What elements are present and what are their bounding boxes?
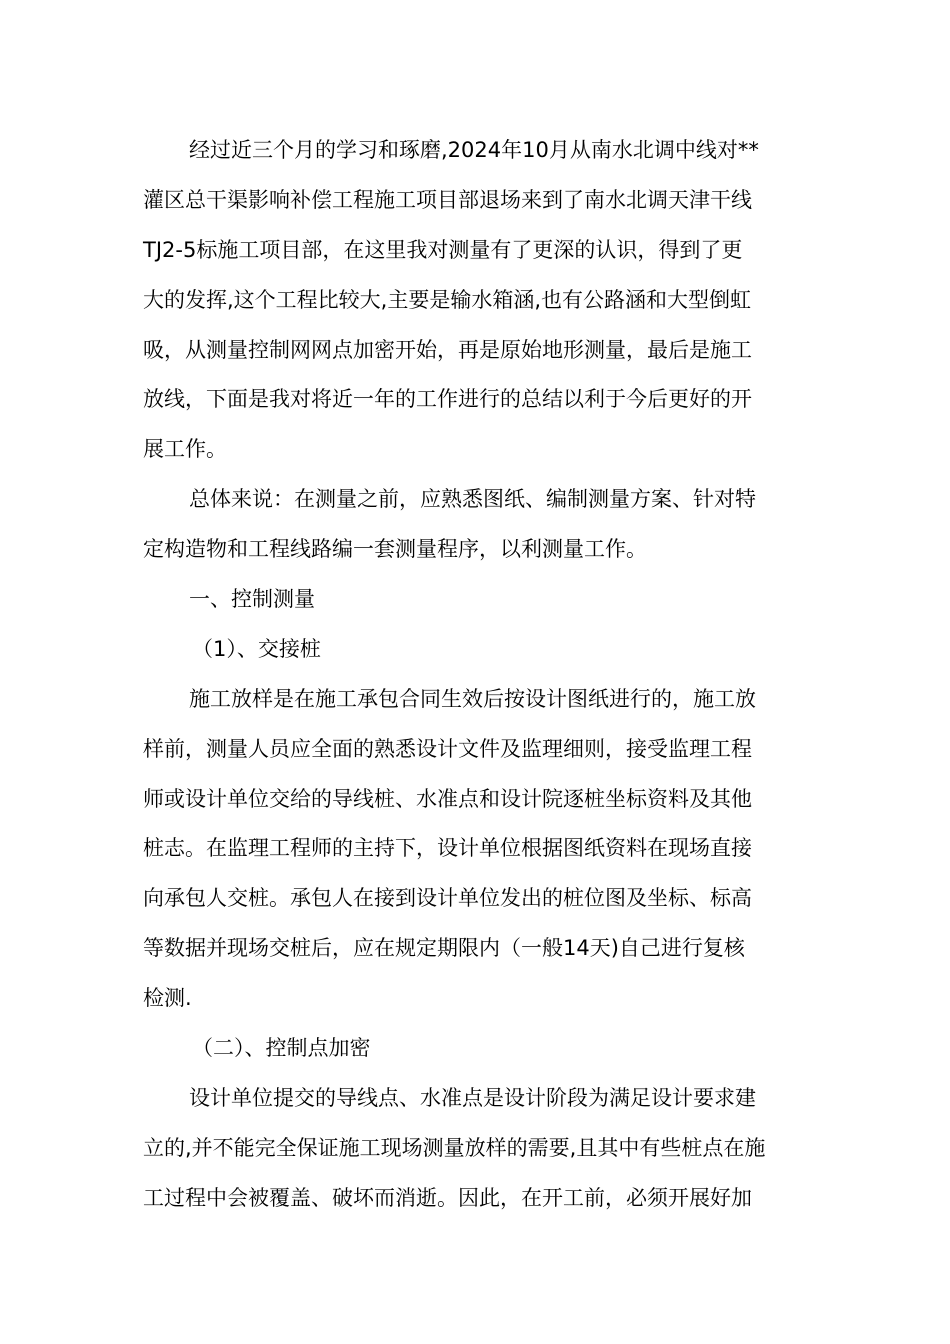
paragraph-4-line-1: 设计单位提交的导线点、水准点是设计阶段为满足设计要求建 xyxy=(189,1086,756,1110)
paragraph-2-line-2: 定构造物和工程线路编一套测量程序，以利测量工作。 xyxy=(143,537,647,561)
paragraph-3-line-7: 检测. xyxy=(143,986,192,1010)
subheading-handover-pile: （1）、交接桩 xyxy=(192,637,321,661)
paragraph-3-line-3: 师或设计单位交给的导线桩、水准点和设计院逐桩坐标资料及其他 xyxy=(143,787,752,811)
paragraph-1-line-4: 大的发挥,这个工程比较大,主要是输水箱涵,也有公路涵和大型倒虹 xyxy=(143,288,752,312)
paragraph-1-line-2: 灌区总干渠影响补偿工程施工项目部退场来到了南水北调天津干线 xyxy=(143,188,752,212)
paragraph-3-line-1: 施工放样是在施工承包合同生效后按设计图纸进行的，施工放 xyxy=(189,687,756,711)
section-heading-control-survey: 一、控制测量 xyxy=(189,587,315,611)
paragraph-4-line-2: 立的,并不能完全保证施工现场测量放样的需要,且其中有些桩点在施 xyxy=(143,1136,766,1160)
paragraph-1-line-1: 经过近三个月的学习和琢磨,2024年10月从南水北调中线对** xyxy=(189,138,759,162)
paragraph-1-line-5: 吸，从测量控制网网点加密开始，再是原始地形测量，最后是施工 xyxy=(143,338,752,362)
paragraph-3-line-5: 向承包人交桩。承包人在接到设计单位发出的桩位图及坐标、标高 xyxy=(143,886,752,910)
paragraph-1-line-7: 展工作。 xyxy=(143,437,227,461)
paragraph-1-line-6: 放线，下面是我对将近一年的工作进行的总结以利于今后更好的开 xyxy=(143,387,752,411)
paragraph-3-line-4: 桩志。在监理工程师的主持下，设计单位根据图纸资料在现场直接 xyxy=(143,836,752,860)
paragraph-3-line-6: 等数据并现场交桩后，应在规定期限内（一般14天)自己进行复核 xyxy=(143,936,745,960)
subheading-control-point-densification: （二）、控制点加密 xyxy=(192,1036,371,1060)
paragraph-1-line-3: TJ2-5标施工项目部，在这里我对测量有了更深的认识，得到了更 xyxy=(143,238,743,262)
paragraph-2-line-1: 总体来说：在测量之前，应熟悉图纸、编制测量方案、针对特 xyxy=(189,487,756,511)
paragraph-3-line-2: 样前，测量人员应全面的熟悉设计文件及监理细则，接受监理工程 xyxy=(143,737,752,761)
paragraph-4-line-3: 工过程中会被覆盖、破坏而消逝。因此，在开工前，必须开展好加 xyxy=(143,1186,752,1210)
